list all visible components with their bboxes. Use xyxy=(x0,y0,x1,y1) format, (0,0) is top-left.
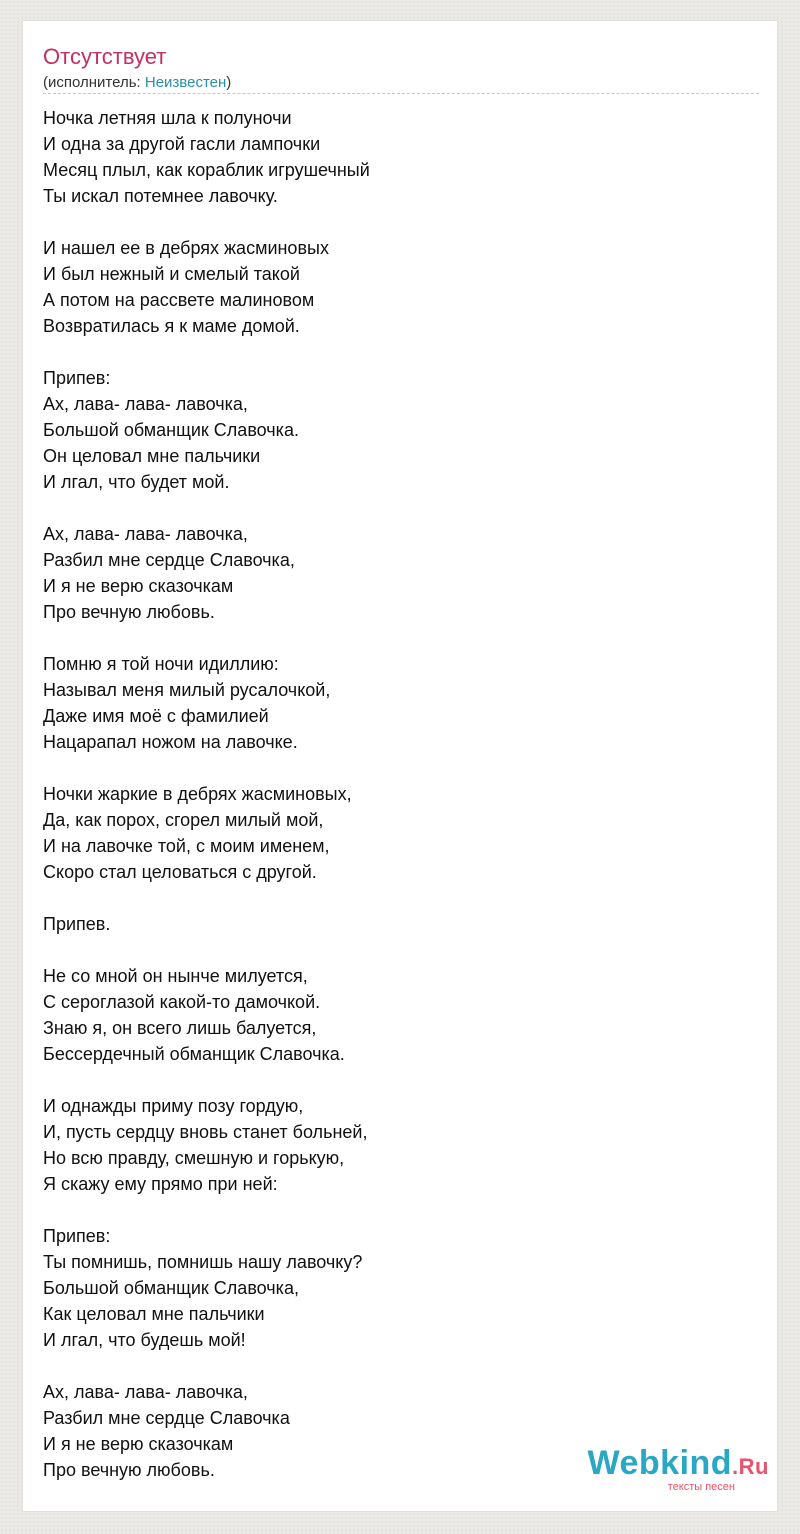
stanza-break xyxy=(43,625,759,651)
lyric-line: Называл меня милый русалочкой, xyxy=(43,680,331,700)
stanza-break xyxy=(43,755,759,781)
lyric-line: Большой обманщик Славочка. xyxy=(43,420,299,440)
logo-tld: .Ru xyxy=(732,1454,769,1479)
lyric-line: Ах, лава- лава- лавочка, xyxy=(43,524,248,544)
lyric-line: Как целовал мне пальчики xyxy=(43,1304,265,1324)
lyric-line: Он целовал мне пальчики xyxy=(43,446,261,466)
lyrics-card xyxy=(22,20,778,1512)
site-logo[interactable] xyxy=(588,1445,770,1493)
artist-suffix: ) xyxy=(226,74,232,91)
lyric-line: Ты искал потемнее лавочку. xyxy=(43,186,278,206)
lyric-line: И я не верю сказочкам xyxy=(43,576,234,596)
lyric-line: И был нежный и смелый такой xyxy=(43,264,300,284)
lyric-line: Даже имя моё с фамилией xyxy=(43,706,269,726)
lyric-line: Помню я той ночи идиллию: xyxy=(43,654,279,674)
logo-brand: Webkind xyxy=(587,1444,733,1482)
title-divider xyxy=(43,93,759,94)
lyric-line: Припев: xyxy=(43,1226,111,1246)
lyric-line: И, пусть сердцу вновь станет больней, xyxy=(43,1122,368,1142)
lyric-line: Бессердечный обманщик Славочка. xyxy=(43,1044,345,1064)
lyric-line: Знаю я, он всего лишь балуется, xyxy=(43,1018,317,1038)
stanza-break xyxy=(43,1067,759,1093)
lyric-line: Я скажу ему прямо при ней: xyxy=(43,1174,278,1194)
stanza-break xyxy=(43,1353,759,1379)
lyric-line: Да, как порох, сгорел милый мой, xyxy=(43,810,324,830)
lyric-line: Ах, лава- лава- лавочка, xyxy=(43,394,248,414)
lyric-line: И лгал, что будешь мой! xyxy=(43,1330,246,1350)
lyric-line: И однажды приму позу гордую, xyxy=(43,1096,304,1116)
lyric-line: И я не верю сказочкам xyxy=(43,1434,234,1454)
lyric-line: Скоро стал целоваться с другой. xyxy=(43,862,317,882)
lyric-line: Нацарапал ножом на лавочке. xyxy=(43,732,298,752)
lyric-line: Не со мной он нынче милуется, xyxy=(43,966,308,986)
artist-line xyxy=(43,73,231,93)
lyric-line: И одна за другой гасли лампочки xyxy=(43,134,321,154)
lyric-line: Разбил мне сердце Славочка, xyxy=(43,550,295,570)
logo-wordmark xyxy=(588,1445,770,1485)
lyric-line: Ночки жаркие в дебрях жасминовых, xyxy=(43,784,352,804)
stanza-break xyxy=(43,937,759,963)
lyric-line: Ночка летняя шла к полуночи xyxy=(43,108,292,128)
lyric-line: Возвратилась я к маме домой. xyxy=(43,316,300,336)
lyric-line: Месяц плыл, как кораблик игрушечный xyxy=(43,160,370,180)
logo-tagline: тексты песен xyxy=(667,1481,735,1493)
stanza-break xyxy=(43,1197,759,1223)
lyric-line: Большой обманщик Славочка, xyxy=(43,1278,299,1298)
lyric-line: Припев: xyxy=(43,368,111,388)
lyric-line: Ты помнишь, помнишь нашу лавочку? xyxy=(43,1252,363,1272)
lyric-line: Разбил мне сердце Славочка xyxy=(43,1408,290,1428)
stanza-break xyxy=(43,339,759,365)
stanza-break xyxy=(43,885,759,911)
song-title: Отсутствует xyxy=(43,44,167,69)
artist-link[interactable]: Неизвестен xyxy=(144,74,227,91)
lyric-line: Про вечную любовь. xyxy=(43,602,215,622)
lyrics-text xyxy=(43,105,759,1483)
lyric-line: И нашел ее в дебрях жасминовых xyxy=(43,238,329,258)
lyric-line: Ах, лава- лава- лавочка, xyxy=(43,1382,248,1402)
lyric-line: Про вечную любовь. xyxy=(43,1460,215,1480)
stanza-break xyxy=(43,209,759,235)
lyric-line: И лгал, что будет мой. xyxy=(43,472,230,492)
lyric-line: С сероглазой какой-то дамочкой. xyxy=(43,992,321,1012)
artist-prefix: (исполнитель: xyxy=(43,74,145,91)
lyric-line: И на лавочке той, с моим именем, xyxy=(43,836,330,856)
lyric-line: Но всю правду, смешную и горькую, xyxy=(43,1148,345,1168)
lyric-line: Припев. xyxy=(43,914,111,934)
stanza-break xyxy=(43,495,759,521)
lyric-line: А потом на рассвете малиновом xyxy=(43,290,315,310)
